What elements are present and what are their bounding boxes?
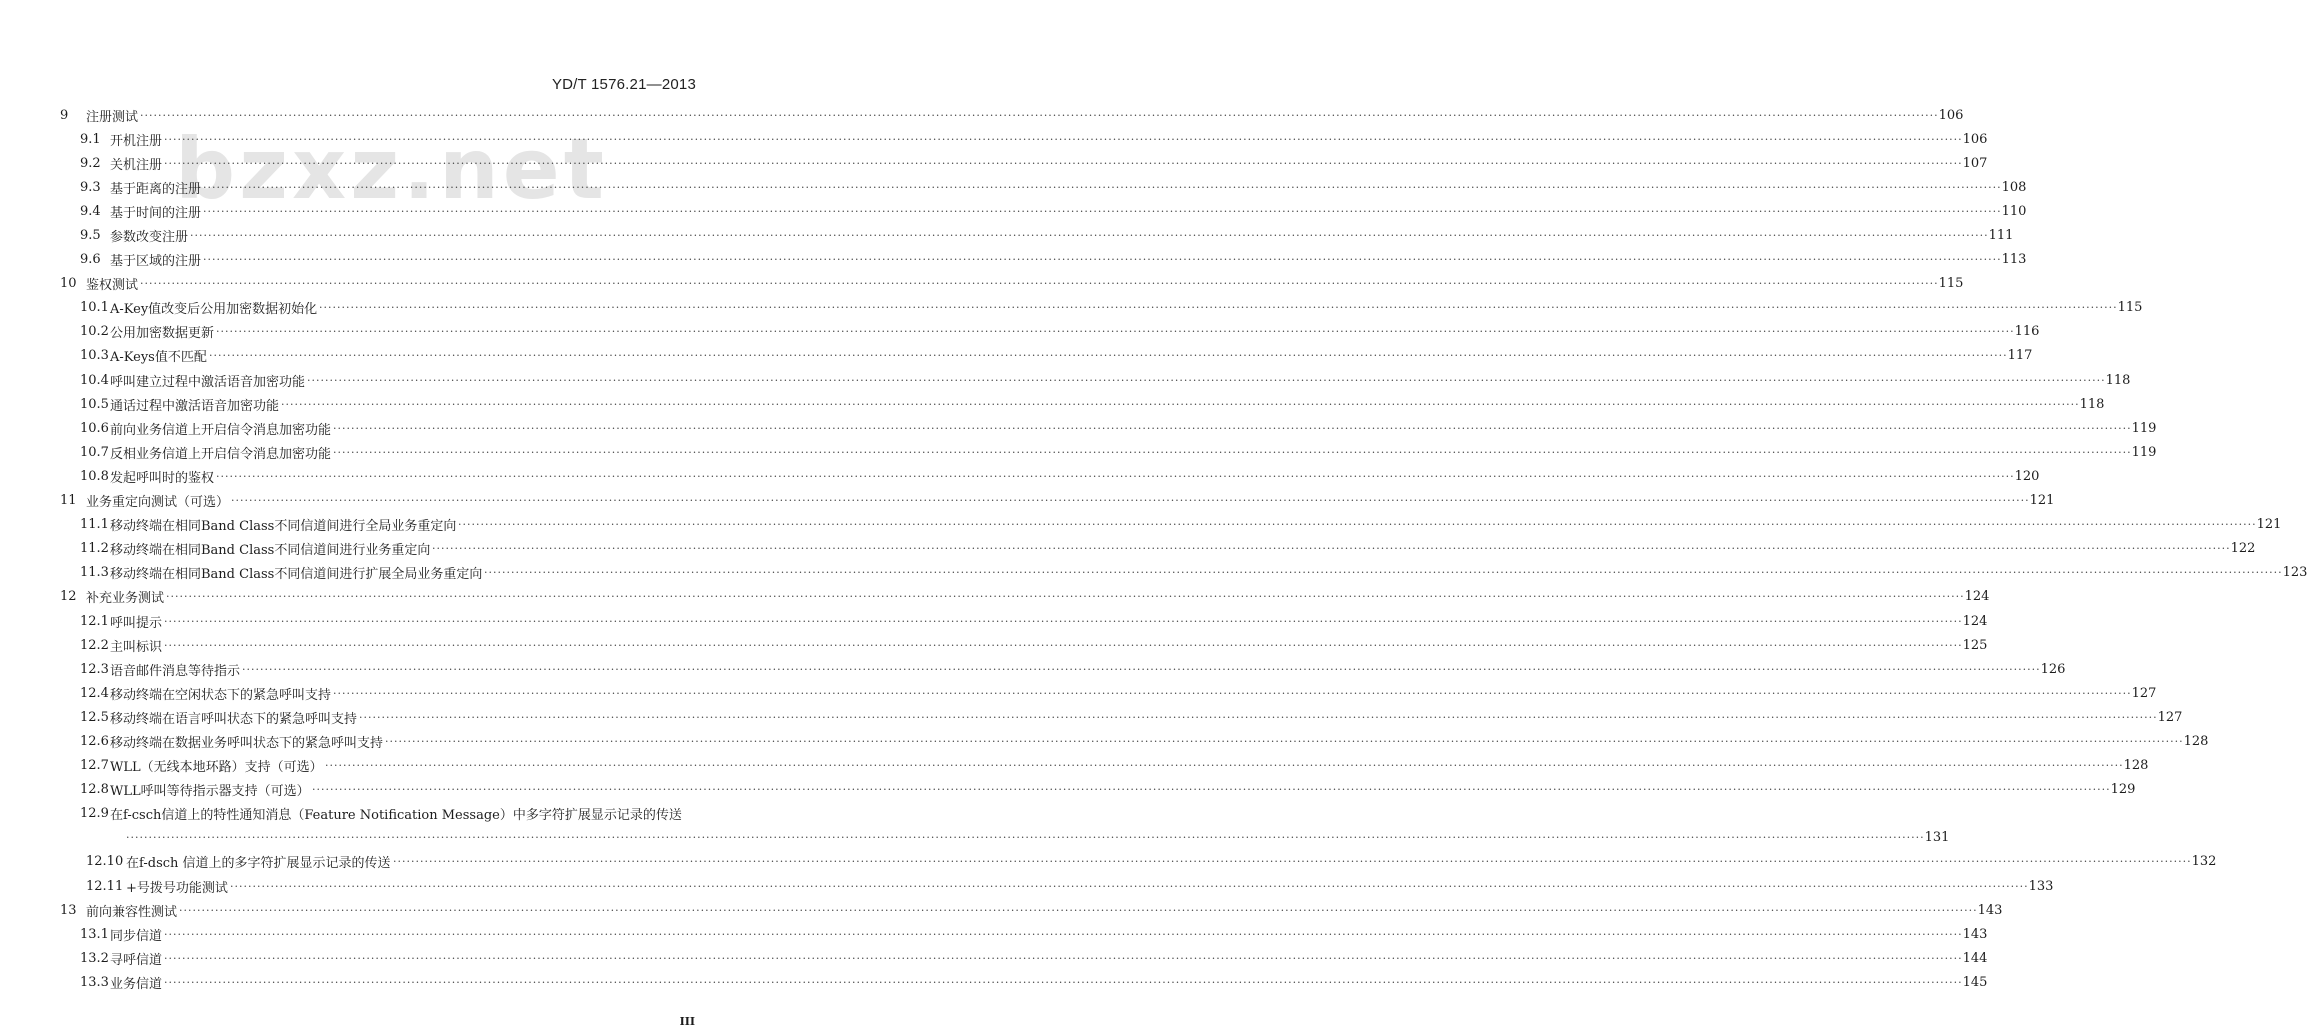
dot-leader: ················································································································································································································································································································································································································: [140, 277, 1939, 291]
toc-entry-number: 12.4: [80, 685, 109, 701]
toc-entry[interactable]: [0, 223, 2014, 247]
toc-entry-title: 反相业务信道上开启信令消息加密功能: [110, 446, 332, 462]
toc-entry-page: 116: [2014, 324, 2040, 340]
toc-entry-number: 12.9: [80, 806, 109, 822]
toc-entry-number: 10.6: [80, 420, 109, 436]
toc-entry-number: 9.6: [80, 252, 101, 268]
dot-leader: ················································································································································································································································································································································································································: [385, 734, 2184, 748]
dot-leader: ················································································································································································································································································································································································································: [179, 903, 1978, 917]
toc-entry-number: 13: [60, 902, 77, 918]
toc-entry-page: 107: [1962, 155, 1988, 171]
dot-leader: ················································································································································································································································································································································································································: [126, 831, 1925, 845]
toc-entry-number: 9.1: [80, 131, 101, 147]
toc-entry-number: 12.1: [80, 613, 109, 629]
toc-entry[interactable]: [0, 368, 2131, 392]
dot-leader: ················································································································································································································································································································································································································: [164, 156, 1963, 170]
toc-entry-page: 111: [1988, 228, 2014, 244]
dot-leader: ················································································································································································································································································································································································································: [312, 783, 2111, 797]
toc-entry-title: A-Keys值不匹配: [110, 350, 207, 366]
dot-leader: ················································································································································································································································································································································································································: [325, 759, 2124, 773]
toc-entry-page: 106: [1962, 131, 1988, 147]
toc-entry[interactable]: [0, 802, 800, 826]
toc-entry-page: 132: [2191, 854, 2217, 870]
toc-entry-number: 12.8: [80, 782, 109, 798]
toc-entry[interactable]: [0, 609, 1988, 633]
dot-leader: ················································································································································································································································································································································································································: [432, 542, 2231, 556]
toc-entry[interactable]: [0, 898, 2003, 922]
toc-entry[interactable]: [0, 970, 1988, 994]
toc-entry[interactable]: [0, 344, 2033, 368]
dot-leader: ················································································································································································································································································································································································································: [164, 927, 1963, 941]
toc-entry[interactable]: [0, 657, 2066, 681]
toc-entry-continuation: [0, 826, 1950, 850]
dot-leader: ················································································································································································································································································································································································································: [216, 469, 2015, 483]
toc-entry-title: 呼叫建立过程中激活语音加密功能: [110, 374, 306, 390]
toc-entry[interactable]: [0, 705, 2183, 729]
toc-entry-title: 同步信道: [110, 928, 163, 944]
dot-leader: ················································································································································································································································································································································································································: [333, 421, 2132, 435]
toc-entry-number: 12.10: [86, 854, 124, 870]
dot-leader: ················································································································································································································································································································································································································: [164, 638, 1963, 652]
dot-leader: ················································································································································································································································································································································································································: [203, 253, 2002, 267]
toc-entry-page: 128: [2123, 758, 2149, 774]
toc-entry-page: 129: [2110, 782, 2136, 798]
toc-entry[interactable]: [0, 513, 2282, 537]
page-number: III: [679, 1015, 695, 1028]
toc-entry-page: 128: [2183, 733, 2209, 749]
toc-entry[interactable]: [0, 272, 1964, 296]
toc-entry-title: 参数改变注册: [110, 230, 189, 246]
toc-entry-title: WLL呼叫等待指示器支持（可选）: [110, 784, 310, 800]
dot-leader: ················································································································································································································································································································································································································: [166, 590, 1965, 604]
toc-entry-number: 12.7: [80, 758, 109, 774]
toc-entry[interactable]: [0, 946, 1988, 970]
toc-entry-title: 在f-dsch 信道上的多字符扩展显示记录的传送: [126, 856, 391, 872]
toc-entry-number: 10.5: [80, 396, 109, 412]
toc-entry[interactable]: [0, 296, 2143, 320]
dot-leader: ················································································································································································································································································································································································································: [359, 710, 2158, 724]
toc-entry-page: 108: [2001, 179, 2027, 195]
toc-entry-page: 145: [1962, 974, 1988, 990]
toc-entry[interactable]: [0, 416, 2157, 440]
dot-leader: ················································································································································································································································································································································································································: [209, 349, 2008, 363]
toc-entry[interactable]: [0, 392, 2105, 416]
toc-entry-title: 移动终端在语言呼叫状态下的紧急呼叫支持: [110, 711, 358, 727]
toc-entry-title: +号拨号功能测试: [126, 880, 228, 896]
dot-leader: ················································································································································································································································································································································································································: [333, 686, 2132, 700]
toc-entry[interactable]: [0, 850, 2217, 874]
toc-entry[interactable]: [0, 754, 2149, 778]
toc-entry-page: 113: [2001, 252, 2027, 268]
dot-leader: ················································································································································································································································································································································································································: [281, 397, 2080, 411]
toc-entry-number: 10.2: [80, 324, 109, 340]
toc-entry-page: 125: [1962, 637, 1988, 653]
toc-entry[interactable]: [0, 874, 2054, 898]
toc-entry-number: 10.1: [80, 300, 109, 316]
toc-entry-page: 120: [2014, 468, 2040, 484]
toc-entry-page: 144: [1962, 950, 1988, 966]
toc-entry-title: 移动终端在数据业务呼叫状态下的紧急呼叫支持: [110, 735, 384, 751]
toc-entry-number: 10.3: [80, 348, 109, 364]
document-code: YD/T 1576.21—2013: [551, 76, 696, 93]
toc-entry[interactable]: [0, 440, 2157, 464]
dot-leader: ················································································································································································································································································································································································································: [190, 229, 1989, 243]
dot-leader: ················································································································································································································································································································································································································: [393, 855, 2192, 869]
toc-entry-title: 在f-csch信道上的特性通知消息（Feature Notification Message）中多字符扩展显示记录的传送: [110, 808, 682, 824]
dot-leader: ················································································································································································································································································································································································································: [164, 975, 1963, 989]
toc-entry[interactable]: [0, 127, 1988, 151]
toc-entry-number: 10.8: [80, 468, 109, 484]
toc-entry-number: 9.3: [80, 179, 101, 195]
dot-leader: ················································································································································································································································································································································································································: [307, 373, 2106, 387]
toc-entry-title: 基于时间的注册: [110, 205, 202, 221]
toc-entry-title: 移动终端在相同Band Class不同信道间进行全局业务重定向: [110, 519, 457, 535]
toc-entry-page: 118: [2105, 372, 2131, 388]
toc-entry-number: 10: [60, 276, 77, 292]
toc-entry-title: 业务重定向测试（可选）: [86, 495, 230, 511]
dot-leader: ················································································································································································································································································································································································································: [216, 325, 2015, 339]
toc-entry-title: 呼叫提示: [110, 615, 163, 631]
toc-entry-page: 124: [1962, 613, 1988, 629]
dot-leader: ················································································································································································································································································································································································································: [242, 662, 2041, 676]
toc-entry-number: 12.2: [80, 637, 109, 653]
toc-entry-page: 133: [2028, 878, 2054, 894]
toc-entry[interactable]: [0, 681, 2157, 705]
toc-entry[interactable]: [0, 585, 1990, 609]
toc-entry[interactable]: [0, 175, 2027, 199]
toc-entry[interactable]: [0, 248, 2027, 272]
toc-entry[interactable]: [0, 778, 2136, 802]
toc-entry-number: 11.2: [80, 541, 109, 557]
dot-leader: ················································································································································································································································································································································································································: [164, 132, 1963, 146]
toc-entry-number: 9: [60, 107, 69, 123]
dot-leader: ················································································································································································································································································································································································································: [203, 180, 2002, 194]
toc-entry-number: 11.1: [80, 517, 109, 533]
toc-entry-page: 143: [1962, 926, 1988, 942]
toc-entry-page: 122: [2230, 541, 2256, 557]
toc-entry[interactable]: [0, 922, 1988, 946]
toc-entry-number: 13.2: [80, 950, 109, 966]
toc-entry-number: 13.3: [80, 974, 109, 990]
toc-entry-page: 127: [2131, 685, 2157, 701]
table-of-contents: [0, 103, 2307, 994]
dot-leader: ················································································································································································································································································································································································································: [484, 566, 2283, 580]
toc-entry-title: WLL（无线本地环路）支持（可选）: [110, 760, 323, 776]
dot-leader: ················································································································································································································································································································································································································: [319, 301, 2118, 315]
toc-entry-number: 9.4: [80, 203, 101, 219]
dot-leader: ················································································································································································································································································································································································································: [164, 951, 1963, 965]
toc-entry-title: 移动终端在空闲状态下的紧急呼叫支持: [110, 687, 332, 703]
toc-entry-page: 117: [2007, 348, 2033, 364]
toc-entry-title: 基于区域的注册: [110, 254, 202, 270]
watermark: bzxz.net: [175, 120, 608, 218]
toc-entry-title: 发起呼叫时的鉴权: [110, 470, 215, 486]
toc-entry[interactable]: [0, 320, 2040, 344]
toc-entry-title: 业务信道: [110, 976, 163, 992]
toc-entry[interactable]: [0, 561, 2307, 585]
toc-entry-title: 补充业务测试: [86, 591, 165, 607]
toc-entry[interactable]: [0, 464, 2040, 488]
toc-entry-number: 12.11: [86, 878, 124, 894]
toc-entry-number: 9.5: [80, 228, 101, 244]
toc-entry-number: 13.1: [80, 926, 109, 942]
toc-entry-number: 10.4: [80, 372, 109, 388]
toc-entry-page: 115: [2117, 300, 2143, 316]
toc-entry[interactable]: [0, 199, 2027, 223]
toc-entry-title: 移动终端在相同Band Class不同信道间进行业务重定向: [110, 543, 431, 559]
toc-entry-page: 127: [2157, 709, 2183, 725]
dot-leader: ················································································································································································································································································································································································································: [333, 445, 2132, 459]
toc-entry-number: 11: [60, 493, 77, 509]
toc-entry-title: 开机注册: [110, 133, 163, 149]
toc-entry-number: 12.5: [80, 709, 109, 725]
toc-entry-page: 121: [2256, 517, 2282, 533]
toc-entry-title: 主叫标识: [110, 639, 163, 655]
toc-entry[interactable]: [0, 489, 2055, 513]
toc-entry-page: 106: [1938, 107, 1964, 123]
toc-entry-title: 寻呼信道: [110, 952, 163, 968]
dot-leader: ················································································································································································································································································································································································································: [203, 204, 2002, 218]
toc-entry-title: 基于距离的注册: [110, 181, 202, 197]
toc-entry-page: 126: [2040, 661, 2066, 677]
toc-entry-title: 通话过程中激活语音加密功能: [110, 398, 280, 414]
toc-entry-title: 公用加密数据更新: [110, 326, 215, 342]
dot-leader: ················································································································································································································································································································································································································: [164, 614, 1963, 628]
toc-entry-page: 124: [1964, 589, 1990, 605]
toc-entry-number: 12.6: [80, 733, 109, 749]
toc-entry-page: 115: [1938, 276, 1964, 292]
toc-entry-title: 注册测试: [86, 109, 139, 125]
toc-entry[interactable]: [0, 103, 1964, 127]
dot-leader: ················································································································································································································································································································································································································: [458, 518, 2257, 532]
toc-entry-page: 119: [2131, 420, 2157, 436]
toc-entry-page: 119: [2131, 444, 2157, 460]
toc-entry-title: 语音邮件消息等待指示: [110, 663, 241, 679]
dot-leader: ················································································································································································································································································································································································································: [231, 494, 2030, 508]
toc-entry-title: A-Key值改变后公用加密数据初始化: [110, 302, 318, 318]
toc-entry[interactable]: [0, 151, 1988, 175]
dot-leader: ················································································································································································································································································································································································································: [230, 879, 2029, 893]
toc-entry-title: 前向业务信道上开启信令消息加密功能: [110, 422, 332, 438]
toc-entry-page: 110: [2001, 203, 2027, 219]
toc-entry-title: 前向兼容性测试: [86, 904, 178, 920]
toc-entry-number: 10.7: [80, 444, 109, 460]
toc-entry-page: 118: [2079, 396, 2105, 412]
toc-entry[interactable]: [0, 633, 1988, 657]
toc-entry-number: 12.3: [80, 661, 109, 677]
toc-entry-title: 移动终端在相同Band Class不同信道间进行扩展全局业务重定向: [110, 567, 483, 583]
toc-entry-number: 11.3: [80, 565, 109, 581]
toc-entry-number: 12: [60, 589, 77, 605]
toc-entry[interactable]: [0, 537, 2256, 561]
toc-entry-title: 关机注册: [110, 157, 163, 173]
toc-entry-title: 鉴权测试: [86, 278, 139, 294]
toc-entry-page: 123: [2282, 565, 2307, 581]
toc-entry[interactable]: [0, 729, 2209, 753]
toc-entry-page: 121: [2029, 493, 2055, 509]
dot-leader: ················································································································································································································································································································································································································: [140, 108, 1939, 122]
toc-entry-number: 9.2: [80, 155, 101, 171]
toc-entry-page: 131: [1924, 830, 1950, 846]
toc-entry-page: 143: [1977, 902, 2003, 918]
